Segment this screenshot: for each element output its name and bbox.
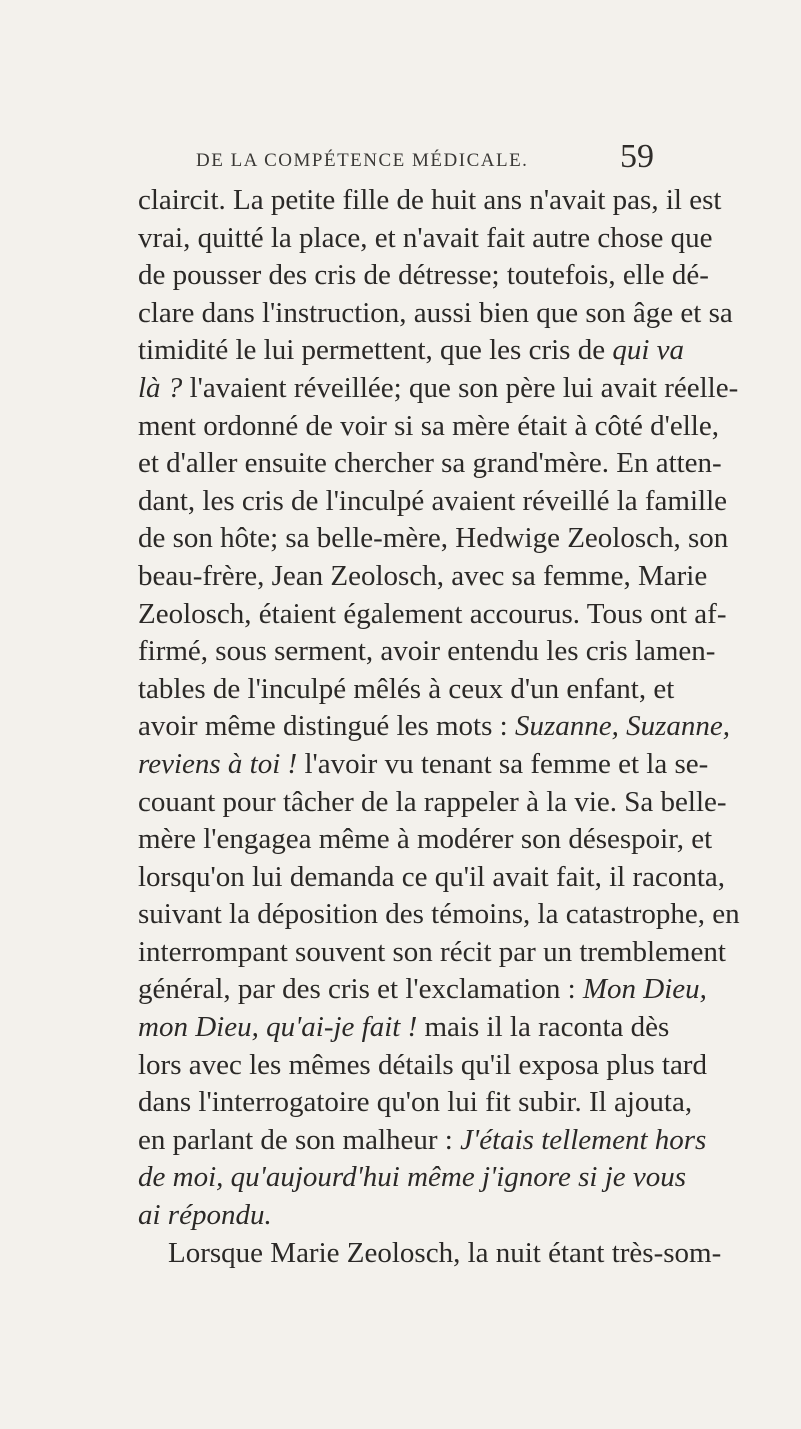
text-line — [138, 558, 708, 596]
text-line — [138, 1235, 722, 1273]
italic-segment: reviens à toi ! — [138, 747, 298, 780]
text-line — [138, 746, 709, 784]
text-segment: Lorsque Marie Zeolosch, la nuit étant très-som- — [168, 1236, 722, 1269]
text-line — [138, 1159, 687, 1197]
italic-segment: qui va — [612, 334, 685, 367]
text-segment: tables de l'inculpé mêlés à ceux d'un enfant, et — [138, 672, 675, 705]
text-segment: dant, les cris de l'inculpé avaient réveillé la famille — [138, 484, 728, 517]
text-segment: interrompant souvent son récit par un tremblement — [138, 935, 726, 968]
text-line — [138, 1197, 668, 1235]
text-segment: firmé, sous serment, avoir entendu les cris lamen- — [138, 635, 716, 668]
text-segment: vrai, quitté la place, et n'avait fait autre chose que — [138, 221, 713, 254]
text-line — [138, 671, 675, 709]
text-line — [138, 1084, 693, 1122]
text-line — [138, 784, 727, 822]
text-line — [138, 257, 709, 295]
text-line — [138, 520, 729, 558]
text-line — [138, 633, 716, 671]
text-segment: et d'aller ensuite chercher sa grand'mère. En atten- — [138, 447, 722, 480]
text-line — [138, 596, 727, 634]
text-segment: général, par des cris et l'exclamation : — [138, 973, 583, 1006]
text-segment: Zeolosch, étaient également accourus. Tous ont af- — [138, 597, 727, 630]
italic-segment: de moi, qu'aujourd'hui même j'ignore si je vous — [138, 1161, 687, 1194]
italic-segment: J'étais tellement hors — [460, 1123, 707, 1156]
body-text — [138, 182, 740, 1272]
italic-segment: mon Dieu, qu'ai-je fait ! — [138, 1011, 418, 1044]
text-line — [138, 971, 707, 1009]
text-line — [138, 1047, 707, 1085]
text-segment: dans l'interrogatoire qu'on lui fit subir. Il ajouta, — [138, 1086, 693, 1119]
italic-segment: là ? — [138, 371, 183, 404]
page-number: 59 — [620, 138, 654, 175]
text-segment: lorsqu'on lui demanda ce qu'il avait fait, il raconta, — [138, 860, 726, 893]
text-line — [138, 445, 722, 483]
text-segment: l'avaient réveillée; que son père lui avait réelle- — [182, 371, 739, 404]
text-segment: de pousser des cris de détresse; toutefois, elle dé- — [138, 259, 709, 292]
text-segment: beau-frère, Jean Zeolosch, avec sa femme, Marie — [138, 559, 708, 592]
text-segment: suivant la déposition des témoins, la catastrophe, en — [138, 898, 740, 931]
text-line — [138, 295, 733, 333]
text-line — [138, 821, 713, 859]
text-line — [138, 182, 722, 220]
text-line — [138, 483, 728, 521]
text-segment: couant pour tâcher de la rappeler à la vie. Sa belle- — [138, 785, 727, 818]
text-segment: avoir même distingué les mots : — [138, 710, 515, 743]
text-segment: lors avec les mêmes détails qu'il exposa plus tard — [138, 1048, 707, 1081]
text-line — [138, 1009, 668, 1047]
text-segment: claircit. La petite fille de huit ans n'avait pas, il est — [138, 184, 722, 216]
text-line — [138, 370, 739, 408]
text-line — [138, 934, 726, 972]
text-segment: ment ordonné de voir si sa mère était à côté d'elle, — [138, 409, 719, 442]
text-segment: en parlant de son malheur : — [138, 1123, 461, 1156]
text-segment: timidité le lui permettent, que les cris de — [138, 334, 613, 367]
text-segment: l'avoir vu tenant sa femme et la se- — [297, 747, 709, 780]
text-line — [138, 408, 719, 446]
text-line — [138, 896, 740, 934]
text-segment: clare dans l'instruction, aussi bien que son âge et sa — [138, 296, 733, 329]
text-segment: mais il la raconta dès — [417, 1011, 670, 1044]
text-line — [138, 220, 713, 258]
text-line — [138, 708, 731, 746]
text-line — [138, 1122, 707, 1160]
italic-segment: Suzanne, Suzanne, — [514, 710, 731, 743]
text-segment: mère l'engagea même à modérer son désespoir, et — [138, 823, 713, 856]
italic-segment: Mon Dieu, — [582, 973, 707, 1006]
text-line — [138, 332, 685, 370]
text-segment: de son hôte; sa belle-mère, Hedwige Zeolosch, son — [138, 522, 729, 555]
italic-segment: ai répondu. — [138, 1199, 272, 1232]
running-head: DE LA COMPÉTENCE MÉDICALE. — [196, 150, 529, 171]
text-line — [138, 859, 726, 897]
